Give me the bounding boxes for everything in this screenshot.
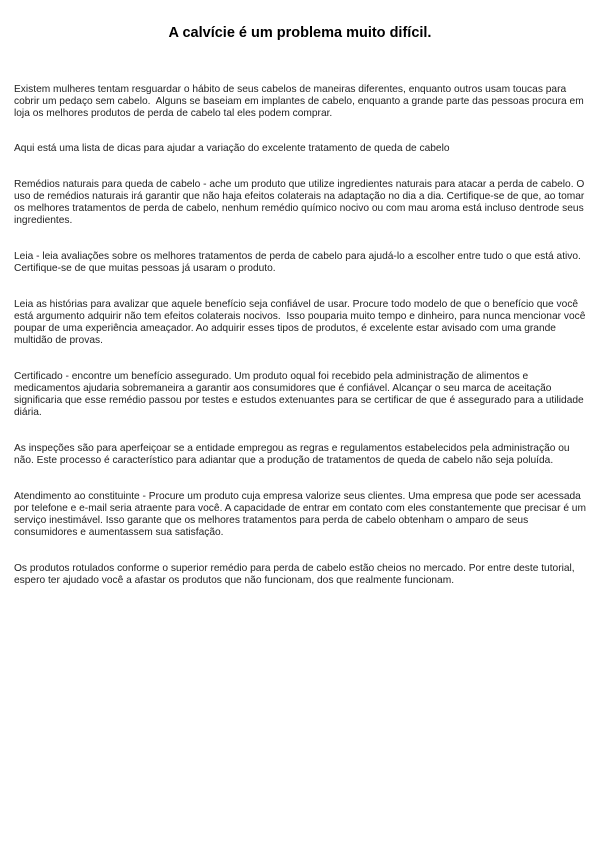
paragraph-certified: Certificado - encontre um benefício assegurado. Um produto oqual foi recebido pela administração de alimentos e medicamentos ajudaria sobremaneira a garantir aos consumidores que é confiável. Alcançar o seu marca de aceitação significaria que esse remédio passou por testes e estudos extenuantes para se certificar de que é assegurado para a utilidade diária.	[14, 371, 587, 418]
document-body	[14, 84, 590, 611]
paragraph-inspections: As inspeções são para aperfeiçoar se a entidade empregou as regras e regulamentos estabelecidos pela administração ou não. Este processo é característico para adiantar que a produção de tratamentos de queda de cabelo não seja poluída.	[14, 443, 573, 466]
paragraph-natural-remedies: Remédios naturais para queda de cabelo - ache um produto que utilize ingredientes naturais para atacar a perda de cabelo. O uso de remédios naturais irá garantir que não haja efeitos colaterais na adaptação no dia a dia. Certifique-se de que, ao tomar os melhores tratamentos de perda de cabelo, nenhum remédio químico nocivo ou com mau aroma está incluso dentrode seus ingredientes.	[14, 179, 588, 226]
paragraph-conclusion: Os produtos rotulados conforme o superior remédio para perda de cabelo estão cheios no mercado. Por entre deste tutorial, espero ter ajudado você a afastar os produtos que não funcionam, dos que realmente funcionam.	[14, 563, 578, 586]
paragraph-intro: Existem mulheres tentam resguardar o hábito de seus cabelos de maneiras diferentes, enquanto outros usam toucas para cobrir um pedaço sem cabelo. Alguns se baseiam em implantes de cabelo, enquanto a grande parte das pessoas procura em loja os melhores produtos de perda de cabelo tal eles podem comprar.	[14, 84, 590, 119]
paragraph-read-stories: Leia as histórias para avalizar que aquele benefício seja confiável de usar. Procure todo modelo de que o benefício que você está argumento adquirir não tem efeitos colaterais nocivos. Isso pouparia muito tempo e dinheiro, para nunca mencionar você poupar de uma experiência ameaçador. Ao adquirir esses tipos de produtos, é excelente estar avisado com uma grande multidão de provas.	[14, 299, 589, 346]
paragraph-list-intro: Aqui está uma lista de dicas para ajudar a variação do excelente tratamento de queda de cabelo	[14, 143, 450, 154]
paragraph-customer-service: Atendimento ao constituinte - Procure um produto cuja empresa valorize seus clientes. Uma empresa que pode ser acessada por telefone e e-mail seria atraente para você. A capacidade de entrar em contato com eles constantemente que precisar é um serviço inestimável. Isso garante que os melhores tratamentos para perda de cabelo obtenham o amparo de seus consumidores e aumentassem sua satisfação.	[14, 491, 589, 538]
document-title: A calvície é um problema muito difícil.	[168, 25, 432, 41]
paragraph-read-reviews: Leia - leia avaliações sobre os melhores tratamentos de perda de cabelo para ajudá-lo a escolher entre tudo o que está ativo. Certifique-se de que muitas pessoas já usaram o produto.	[14, 251, 584, 274]
